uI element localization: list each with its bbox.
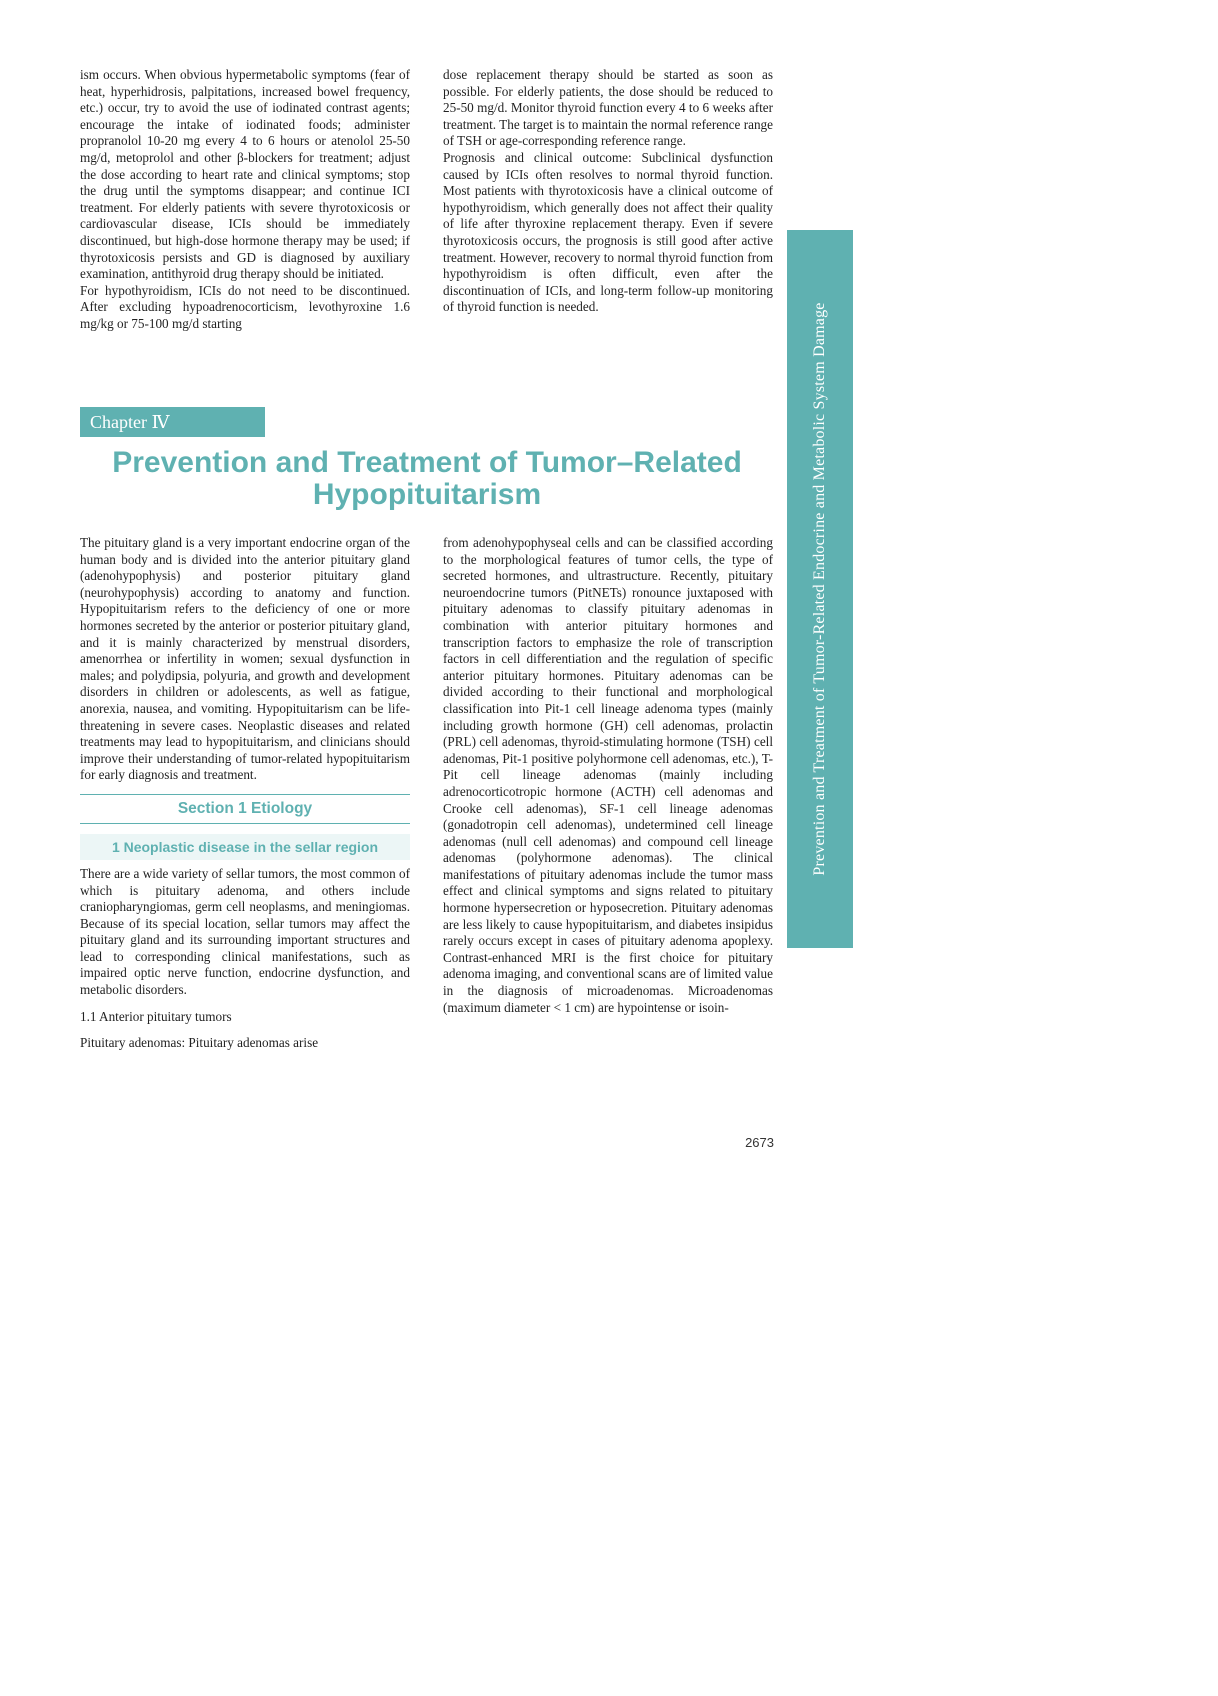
body-paragraph: Pituitary adenomas: Pituitary adenomas arise bbox=[80, 1035, 319, 1051]
top-right-column bbox=[443, 67, 773, 316]
bottom-right-column bbox=[443, 535, 773, 1016]
chapter-label: Chapter Ⅳ bbox=[80, 407, 265, 437]
side-tab bbox=[787, 230, 853, 948]
bottom-left-column bbox=[80, 535, 410, 1052]
subsection-heading: 1 Neoplastic disease in the sellar region bbox=[80, 834, 410, 860]
body-paragraph: For hypothyroidism, ICIs do not need to be discontinued. After excluding hypoadrenocorticism, levothyroxine 1.6 mg/kg or 75-100 mg/d starting bbox=[80, 282, 410, 331]
side-tab-text: Prevention and Treatment of Tumor-Related Endocrine and Metabolic System Damage bbox=[811, 302, 828, 876]
body-paragraph: ism occurs. When obvious hypermetabolic symptoms (fear of heat, hyperhidrosis, palpitations, increased bowel frequency, etc.) occur, try to avoid the use of iodinated contrast agents; encourage the intake of iodinated foods; administer propranolol 10-20 mg every 4 to 6 hours or atenolol 25-50 mg/d, metoprolol and other β-blockers for treatment; adjust the dose according to heart rate and clinical symptoms; stop the drug until the symptoms disappear; and continue ICI treatment. For elderly patients with severe thyrotoxicosis or cardiovascular disease, ICIs should be immediately discontinued, but high-dose hormone therapy may be used; if thyrotoxicosis persists and GD is diagnosed by auxiliary examination, antithyroid drug therapy should be initiated. bbox=[80, 67, 410, 282]
intro-paragraph: The pituitary gland is a very important endocrine organ of the human body and is divided into the anterior pituitary gland (adenohypophysis) and posterior pituitary gland (neurohypophysis) according to anatomy and function. Hypopituitarism refers to the deficiency of one or more hormones secreted by the anterior or posterior pituitary gland, and it is mainly characterized by menstrual disorders, amenorrhea or infertility in women; sexual dysfunction in males; and polydipsia, polyuria, and growth and development disorders in children or adolescents, as well as fatigue, anorexia, nausea, and vomiting. Hypopituitarism can be life-threatening in severe cases. Neoplastic diseases and related treatments may lead to hypopituitarism, and clinicians should improve their understanding of tumor-related hypopituitarism for early diagnosis and treatment. bbox=[80, 535, 410, 783]
top-left-column bbox=[80, 67, 410, 333]
body-paragraph: Prognosis and clinical outcome: Subclinical dysfunction caused by ICIs often resolves to normal thyroid function. Most patients with thyrotoxicosis have a clinical outcome of hypothyroidism, which generally does not affect their quality of life after thyroxine replacement therapy. Even if severe thyrotoxicosis occurs, the prognosis is still good after active treatment. However, recovery to normal thyroid function from hypothyroidism is often difficult, even after the discontinuation of ICIs, and long-term follow-up monitoring of thyroid function is needed. bbox=[443, 149, 773, 315]
page-number: 2673 bbox=[745, 1135, 774, 1150]
body-paragraph: There are a wide variety of sellar tumors, the most common of which is pituitary adenoma, and others include craniopharyngiomas, germ cell neoplasms, and meningiomas. Because of its special location, sellar tumors may affect the pituitary gland and its surrounding important structures and lead to corresponding clinical manifestations, such as impaired optic nerve function, endocrine dysfunction, and metabolic disorders. bbox=[80, 865, 410, 998]
section-heading: Section 1 Etiology bbox=[80, 794, 410, 824]
body-paragraph: from adenohypophyseal cells and can be classified according to the morphological features of tumor cells, the type of secreted hormones, and ultrastructure. Recently, pituitary neuroendocrine tumors (PitNETs) ronounce juxtaposed with pituitary adenomas to classify pituitary adenomas in combination with anterior pituitary hormones and transcription factors to emphasize the role of transcription factors in cell differentiation and the regulation of specific anterior pituitary hormones. Pituitary adenomas can be divided according to their functional and morphological classification into Pit-1 cell lineage adenoma types (mainly including growth hormone (GH) cell adenomas, prolactin (PRL) cell adenomas, thyroid-stimulating hormone (TSH) cell adenomas, Pit-1 positive polyhormone cell adenomas, etc.), T-Pit cell lineage adenomas (mainly including adrenocorticotropic hormone (ACTH) cell adenomas and Crooke cell adenomas), SF-1 cell lineage adenomas (gonadotropin cell adenomas), undetermined cell lineage adenomas (null cell adenomas) and compound cell lineage adenomas (polyhormone adenomas). The clinical manifestations of pituitary adenomas include the tumor mass effect and clinical symptoms and signs related to pituitary hormone hypersecretion or hyposecretion. Pituitary adenomas are less likely to cause hypopituitarism, and diabetes insipidus rarely occurs except in cases of pituitary adenoma apoplexy. Contrast-enhanced MRI is the first choice for pituitary adenoma imaging, and conventional scans are of limited value in the diagnosis of microadenomas. Microadenomas (maximum diameter < 1 cm) are hypointense or isoin- bbox=[443, 535, 773, 1015]
chapter-title: Prevention and Treatment of Tumor–Related Hypopituitarism bbox=[112, 446, 742, 511]
body-paragraph: dose replacement therapy should be started as soon as possible. For elderly patients, the dose should be reduced to 25-50 mg/d. Monitor thyroid function every 4 to 6 weeks after treatment. The target is to maintain the normal reference range of TSH or age-corresponding reference range. bbox=[443, 67, 773, 149]
subheading-anterior-pituitary: 1.1 Anterior pituitary tumors bbox=[80, 1008, 232, 1024]
